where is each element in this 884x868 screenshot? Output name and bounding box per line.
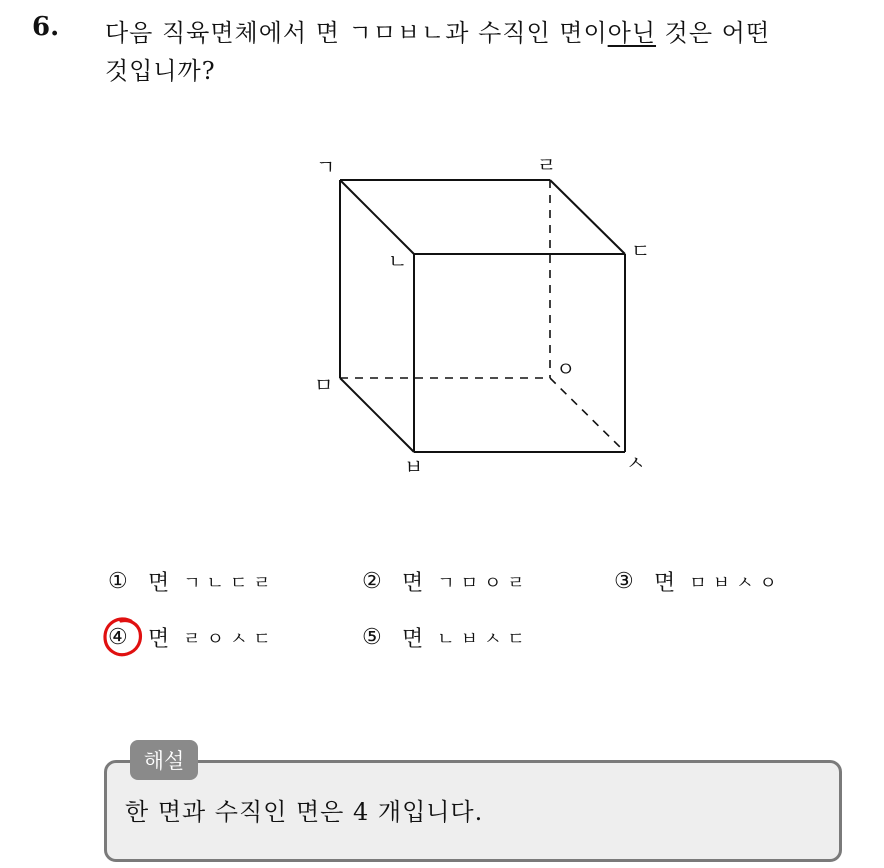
choice-2-face: ㄱㅁㅇㄹ [437,572,531,594]
choice-2-number: ② [362,569,382,594]
edge-g-n [340,180,414,254]
cuboid-figure [300,150,660,480]
vertex-label-o: ㅇ [556,357,576,381]
vertex-label-m: ㅁ [314,373,334,397]
edge-r-d [550,180,625,254]
hidden-edge-o-s [550,378,625,452]
choice-3-word: 면 [654,571,676,596]
choice-5-number: ⑤ [362,625,382,650]
choice-4-number: ④ [108,625,128,650]
choice-3-face: ㅁㅂㅅㅇ [689,572,783,594]
question-line1-post: 것은 어떤 [656,19,771,47]
vertex-label-b: ㅂ [404,455,424,479]
choice-1-word: 면 [148,571,170,596]
question-underlined-word: 아닌 [607,19,657,47]
choice-2-word: 면 [402,571,424,596]
choice-3-number: ③ [614,569,634,594]
answer-circle-mark [101,615,145,659]
question-number: 6. [32,12,60,42]
edge-m-b [340,378,414,452]
vertex-label-n: ㄴ [388,249,408,273]
vertex-label-s: ㅅ [626,451,646,475]
vertex-label-g: ㄱ [316,155,336,179]
question-text [105,14,865,90]
choice-1-number: ① [108,569,128,594]
choice-3[interactable] [614,566,783,597]
vertex-label-d: ㄷ [631,239,651,263]
choice-1-face: ㄱㄴㄷㄹ [183,572,277,594]
cuboid-svg [300,150,660,480]
question-line1-pre: 다음 직육면체에서 면 ㄱㅁㅂㄴ과 수직인 면이 [105,19,608,47]
choice-5-word: 면 [402,627,424,652]
choice-4-word: 면 [148,627,170,652]
choice-4-face: ㄹㅇㅅㄷ [183,628,277,650]
choice-5-face: ㄴㅂㅅㄷ [437,628,531,650]
explanation-badge: 해설 [130,740,198,780]
question-line2: 것입니까? [105,57,216,85]
choice-2[interactable] [362,566,531,597]
vertex-label-r: ㄹ [537,153,557,177]
choice-5[interactable] [362,622,531,653]
explanation-text: 한 면과 수직인 면은 4 개입니다. [125,798,484,826]
choice-1[interactable] [108,566,277,597]
